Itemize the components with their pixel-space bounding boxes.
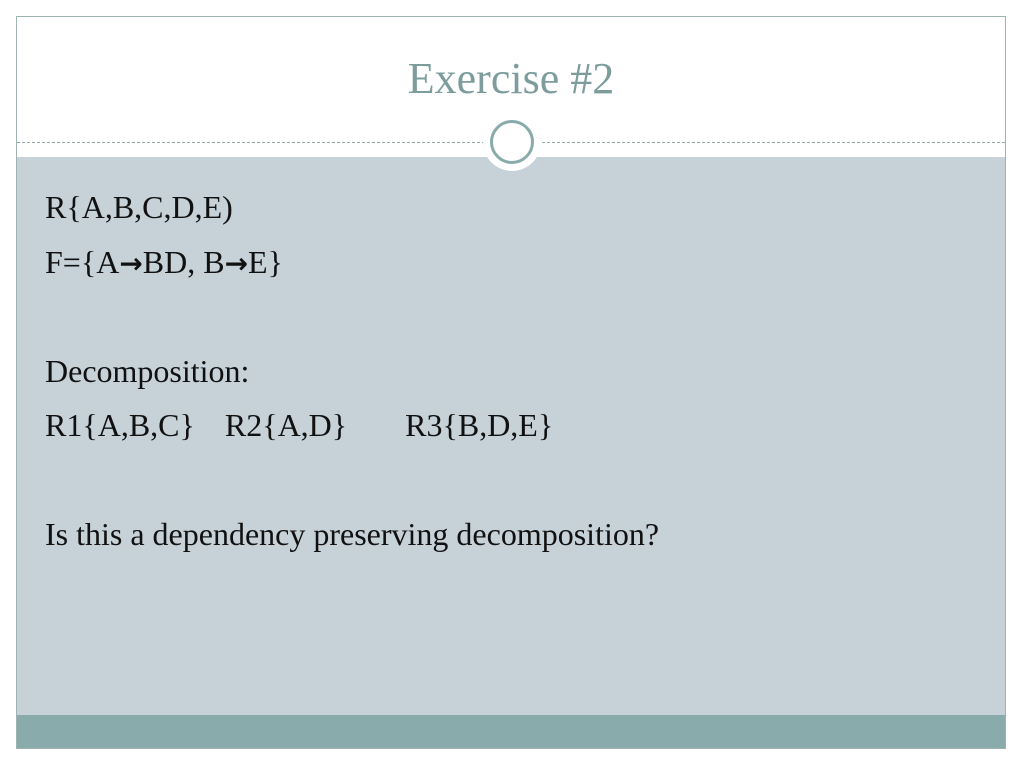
footer-band xyxy=(17,715,1005,748)
decomposition-label: Decomposition: xyxy=(45,352,250,389)
fd-prefix: F={A xyxy=(45,243,120,280)
decomposition-relations xyxy=(45,398,659,453)
slide-frame xyxy=(16,16,1006,749)
relation-r3: R3{B,D,E} xyxy=(405,407,554,443)
spacer xyxy=(45,453,659,508)
ring-icon xyxy=(490,120,534,164)
right-arrow-icon: → xyxy=(119,246,143,280)
circle-ornament-icon xyxy=(483,113,541,171)
question-text: Is this a dependency preserving decomposition? xyxy=(45,516,660,552)
fd-line xyxy=(45,235,659,290)
fd-end: E} xyxy=(248,243,283,280)
slide-title: Exercise #2 xyxy=(407,54,615,103)
spacer xyxy=(45,289,659,344)
slide-body xyxy=(45,180,659,562)
right-arrow-icon: → xyxy=(224,246,249,280)
relation-line: R{A,B,C,D,E) xyxy=(45,189,233,225)
relation-r2: R2{A,D} xyxy=(224,407,348,443)
relation-r1: R1{A,B,C} xyxy=(45,407,195,443)
fd-mid: BD, B xyxy=(142,243,225,280)
